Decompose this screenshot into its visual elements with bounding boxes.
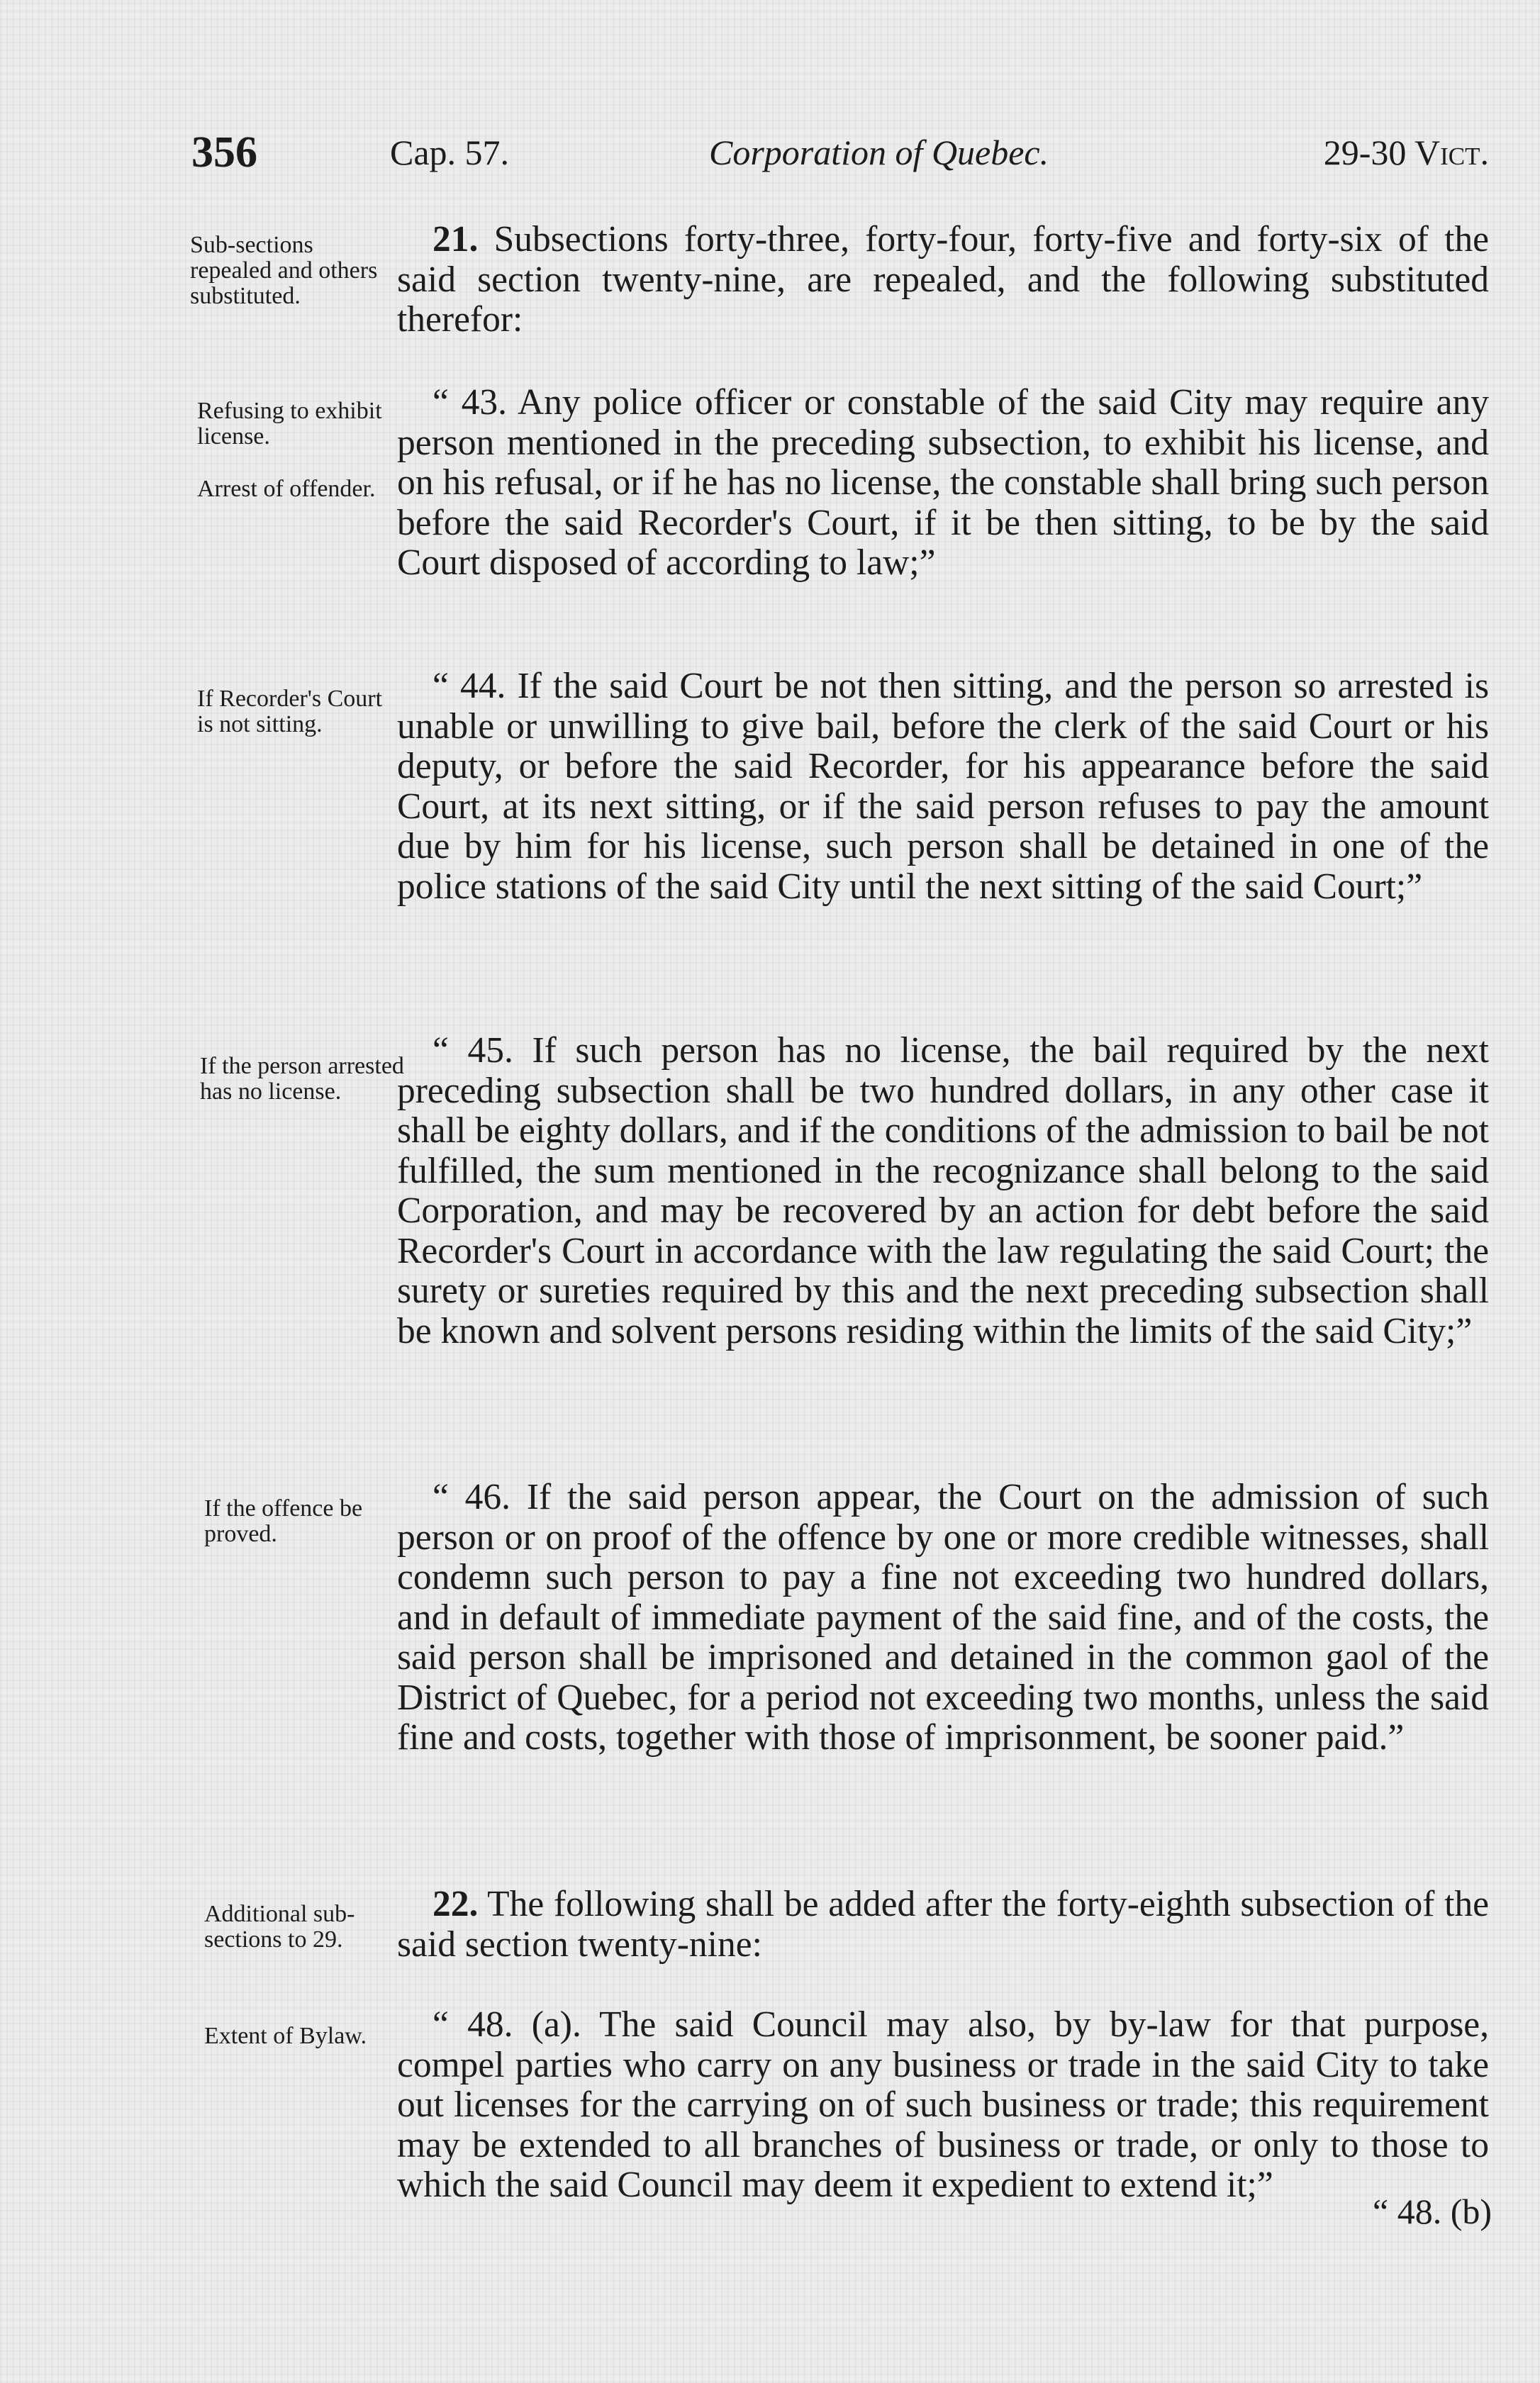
subsection-text: “ 48. (a). The said Council may also, by by-law for that purpose, compel parties who carry on any business or trade in the said City to take out licenses for the carrying on of such business or trade; this requirement may be extended to all branches of business or trade, or only to those to which the said Council may deem it expedient to extend it;” — [397, 2004, 1489, 2205]
subsection-45 — [397, 1031, 1489, 1351]
margin-note-additional-subsections: Additional sub-sections to 29. — [204, 1901, 355, 1953]
subsection-46 — [397, 1478, 1489, 1758]
running-header — [191, 128, 1489, 199]
section-22 — [397, 1885, 1489, 1965]
subsection-44 — [397, 666, 1489, 907]
running-title: Corporation of Quebec. — [709, 133, 1049, 172]
margin-note-subsections-repealed: Sub-sections repealed and others substituted. — [190, 232, 378, 309]
section-text: Subsections forty-three, forty-four, forty-five and forty-six of the said section twenty-nine, are repealed, and the following substituted therefor: — [397, 219, 1489, 340]
margin-note-arrest-of-offender: Arrest of offender. — [197, 476, 376, 502]
section-text: The following shall be added after the forty-eighth subsection of the said section twenty-nine: — [397, 1884, 1489, 1965]
subsection-text: “ 45. If such person has no license, the bail required by the next preceding subsection shall be two hundred dollars, in any other case it shall be eighty dollars, and if the conditions of the admission to bail be not fulfilled, the sum mentioned in the recognizance shall belong to the said Corporation, and may be recovered by an action for debt before the said Recorder's Court in accordance with the law regulating the said Court; the surety or sureties required by this and the next preceding subsection shall be known and solvent persons residing within the limits of the said City;” — [397, 1030, 1489, 1351]
regnal-year: 29-30 Vict. — [1323, 133, 1489, 172]
section-number: 21. — [433, 219, 479, 259]
margin-note-refusing-license: Refusing to exhibit license. — [197, 398, 382, 450]
subsection-text: “ 43. Any police officer or constable of the said City may require any person mentioned in the preceding subsection, to exhibit his license, and on his refusal, or if he has no license, the constable shall bring such person before the said Recorder's Court, if it be then sitting, to be by the said Court disposed of according to law;” — [397, 382, 1489, 583]
margin-note-court-not-sitting: If Recorder's Court is not sitting. — [197, 686, 383, 737]
catchword: “ 48. (b) — [1373, 2192, 1492, 2231]
margin-note-extent-of-bylaw: Extent of Bylaw. — [204, 2023, 367, 2049]
margin-note-no-license: If the person arrested has no license. — [200, 1053, 404, 1105]
section-number: 22. — [433, 1884, 479, 1924]
subsection-43 — [397, 383, 1489, 584]
chapter-label: Cap. 57. — [390, 133, 510, 172]
section-21 — [397, 220, 1489, 340]
page-number: 356 — [191, 128, 257, 177]
subsection-text: “ 44. If the said Court be not then sitting, and the person so arrested is unable or unwilling to give bail, before the clerk of the said Court or his deputy, or before the said Recorder, for his appearance before the said Court, at its next sitting, or if the said person refuses to pay the amount due by him for his license, such person shall be detained in one of the police stations of the said City until the next sitting of the said Court;” — [397, 666, 1489, 907]
subsection-48a — [397, 2005, 1489, 2206]
margin-note-offence-proved: If the offence be proved. — [204, 1495, 363, 1547]
subsection-text: “ 46. If the said person appear, the Court on the admission of such person or on proof of the offence by one or more credible witnesses, shall condemn such person to pay a fine not exceeding two hundred dollars, and in default of immediate payment of the said fine, and of the costs, the said person shall be imprisoned and detained in the common gaol of the District of Quebec, for a period not exceeding two months, unless the said fine and costs, together with those of imprisonment, be sooner paid.” — [397, 1477, 1489, 1758]
